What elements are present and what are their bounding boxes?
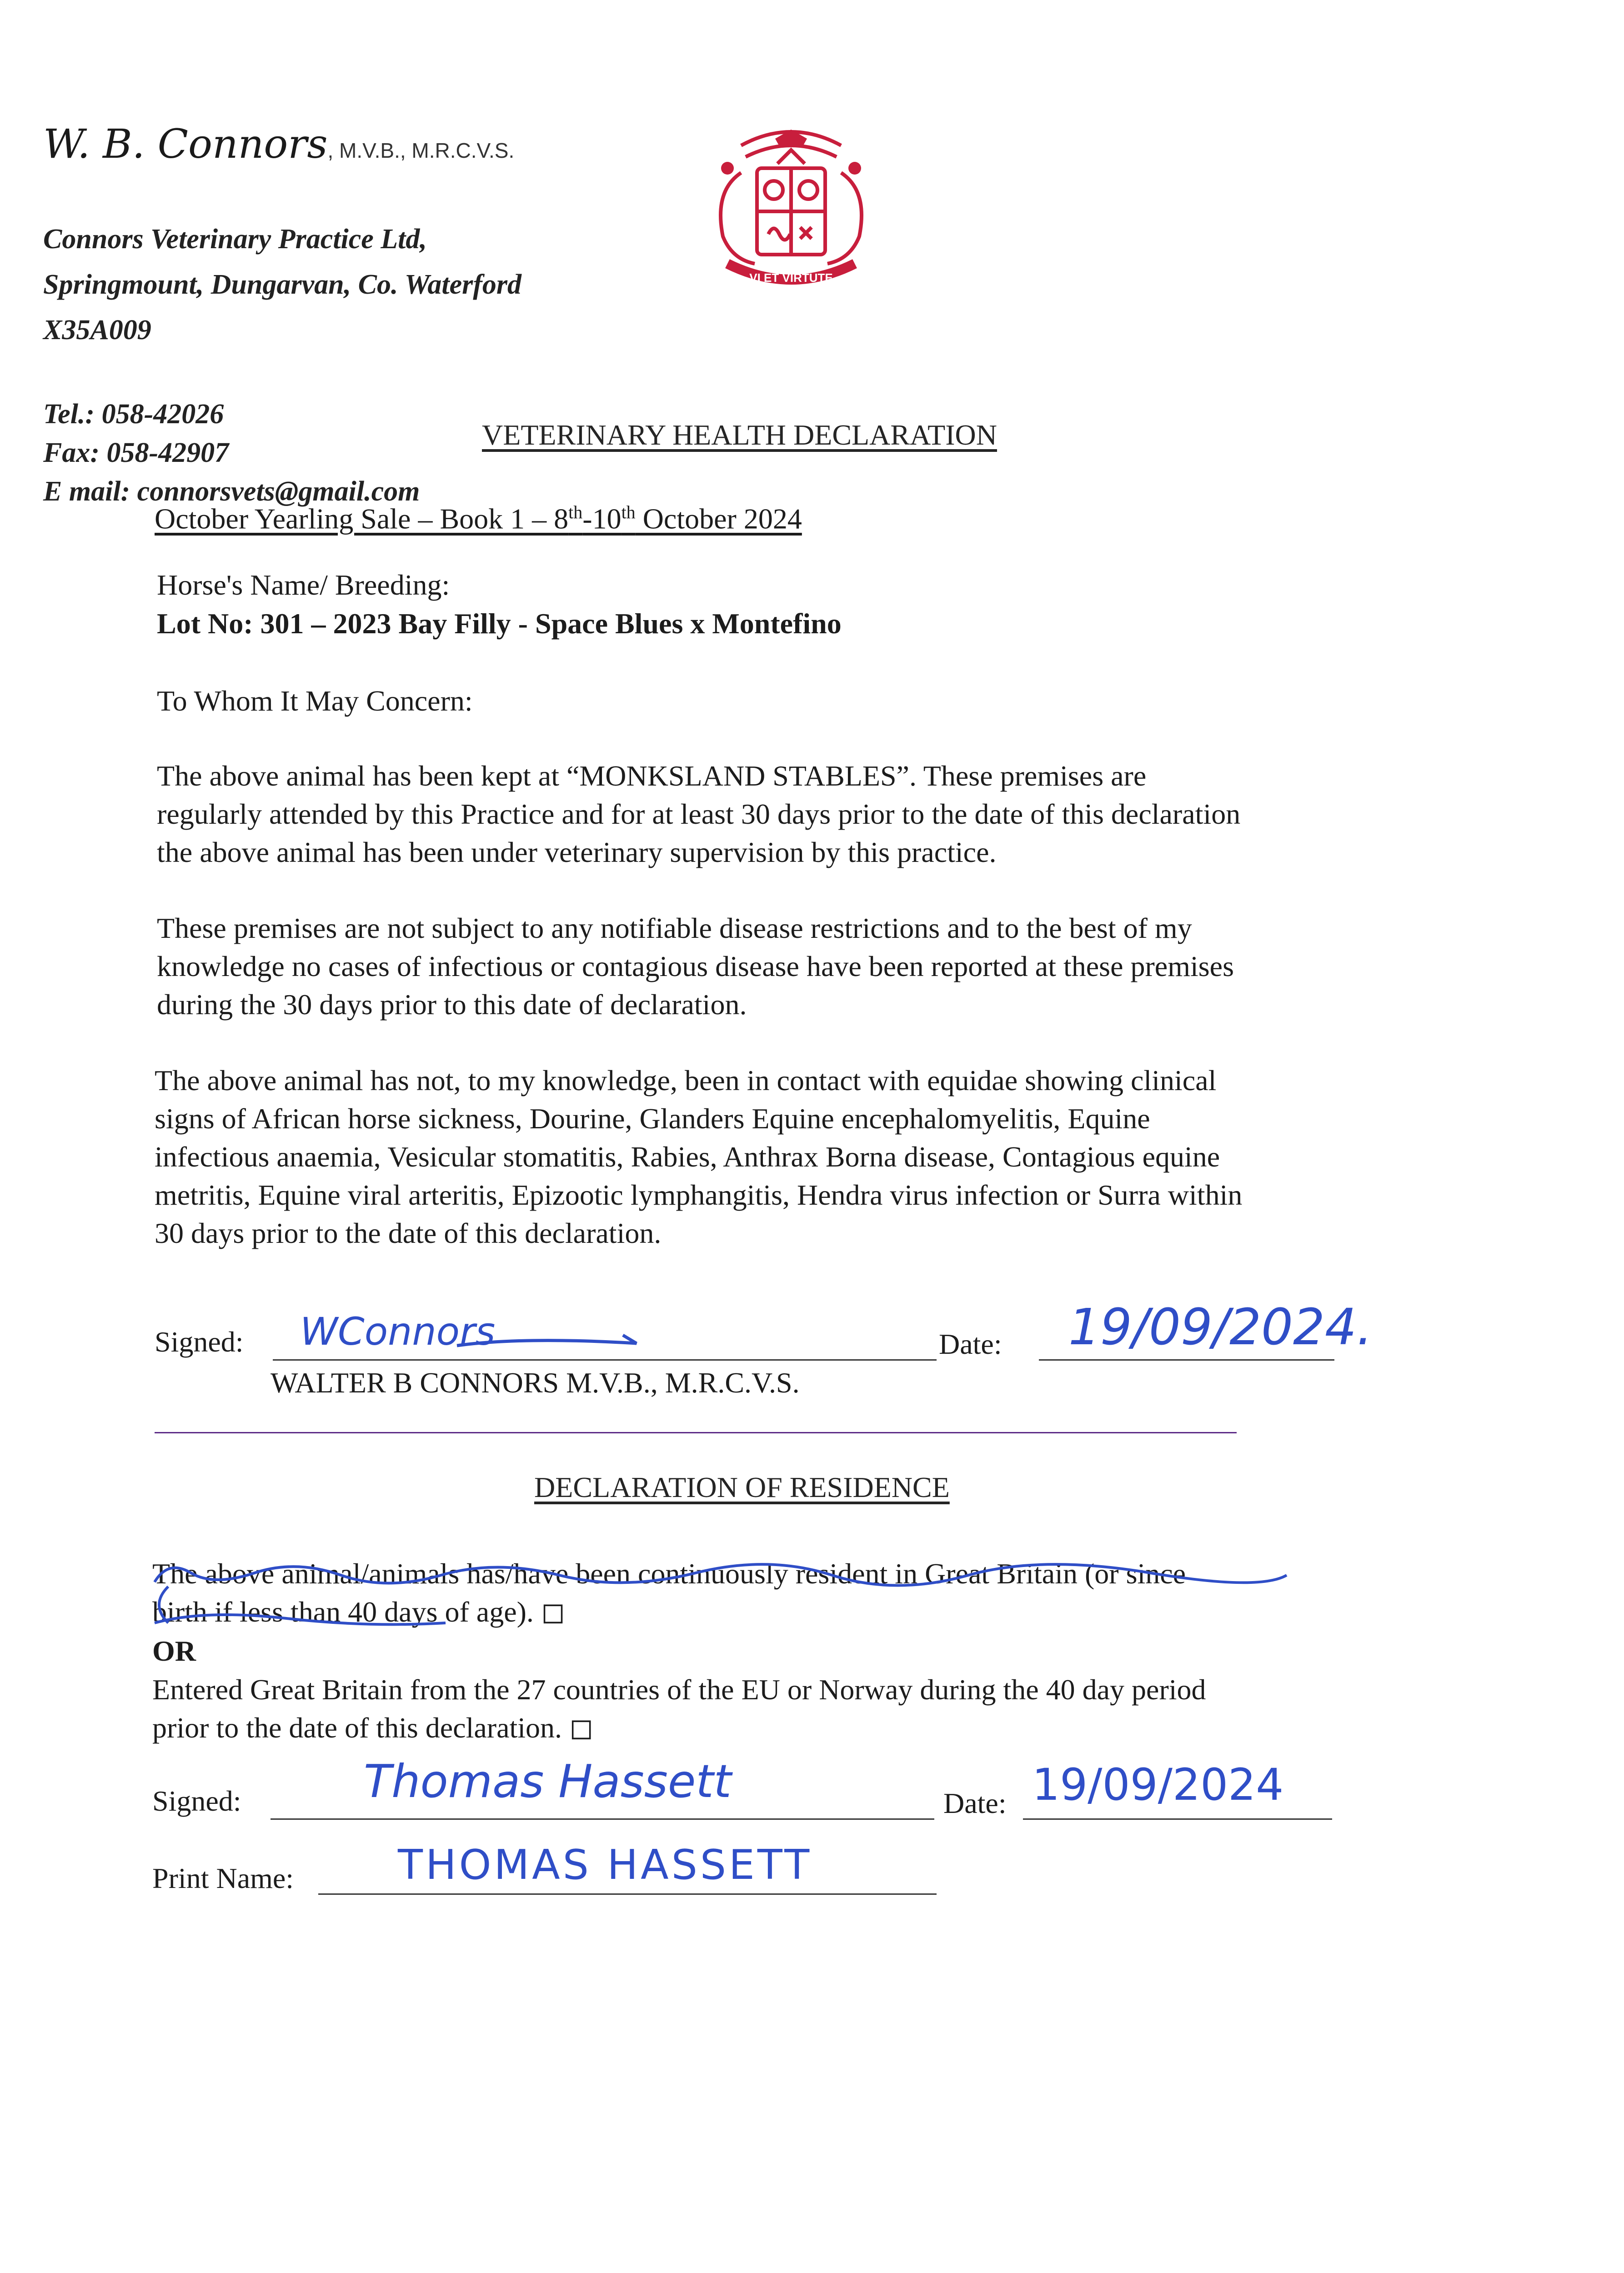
vet-signatory-name: WALTER B CONNORS M.V.B., M.R.C.V.S. bbox=[271, 1367, 800, 1399]
sale-suffix: October 2024 bbox=[635, 502, 802, 535]
paragraph-3-line: signs of African horse sickness, Dourine, Glanders Equine encephalomyelitis, Equine bbox=[155, 1102, 1150, 1135]
section-divider bbox=[155, 1432, 1237, 1433]
sale-prefix: October Yearling Sale – Book 1 – 8 bbox=[155, 502, 569, 535]
health-declaration-title: VETERINARY HEALTH DECLARATION bbox=[482, 419, 997, 451]
lot-line: Lot No: 301 – 2023 Bay Filly - Space Blues x Montefino bbox=[157, 607, 842, 640]
vet-date-label: Date: bbox=[939, 1328, 1002, 1360]
practice-fax: Fax: 058-42907 bbox=[43, 437, 229, 468]
owner-date-line bbox=[1023, 1818, 1332, 1820]
owner-signature-line bbox=[271, 1818, 934, 1820]
paragraph-2-line: knowledge no cases of infectious or contagious disease have been reported at these premises bbox=[157, 950, 1234, 982]
sale-sup-1: th bbox=[568, 502, 583, 522]
horse-label: Horse's Name/ Breeding: bbox=[157, 569, 450, 601]
residence-option-2-line: Entered Great Britain from the 27 countries of the EU or Norway during the 40 day period bbox=[152, 1673, 1206, 1706]
vet-date-line bbox=[1039, 1359, 1334, 1361]
crest-motto: VI ET VIRTUTE bbox=[749, 271, 833, 285]
residence-option-1-line: The above animal/animals has/have been continuously resident in Great Britain (or since bbox=[152, 1557, 1186, 1590]
residence-option-1-line: birth if less than 40 days of age). ◻ bbox=[152, 1596, 566, 1628]
paragraph-3 bbox=[155, 1061, 1242, 1252]
practice-email: E mail: connorsvets@gmail.com bbox=[43, 476, 420, 507]
paragraph-3-line: 30 days prior to the date of this declaration. bbox=[155, 1217, 662, 1249]
paragraph-1-line: regularly attended by this Practice and for at least 30 days prior to the date of this declaration bbox=[157, 798, 1241, 830]
residence-declaration-title: DECLARATION OF RESIDENCE bbox=[534, 1471, 950, 1503]
paragraph-3-line: metritis, Equine viral arteritis, Epizootic lymphangitis, Hendra virus infection or Surra within bbox=[155, 1179, 1243, 1211]
print-name-line bbox=[318, 1893, 937, 1895]
vet-signature-line bbox=[273, 1359, 937, 1361]
paragraph-2-line: These premises are not subject to any notifiable disease restrictions and to the best of my bbox=[157, 912, 1192, 944]
vet-name-line bbox=[43, 120, 514, 167]
paragraph-3-line: infectious anaemia, Vesicular stomatitis, Rabies, Anthrax Borna disease, Contagious equine bbox=[155, 1141, 1220, 1173]
residence-option-1-strikethrough bbox=[150, 1555, 1332, 1637]
owner-signature: Thomas Hassett bbox=[364, 1755, 732, 1808]
vet-signature: WConnors bbox=[300, 1309, 496, 1354]
print-name-value: THOMAS HASSETT bbox=[398, 1841, 812, 1889]
sale-sup-2: th bbox=[621, 502, 636, 522]
practice-tel: Tel.: 058-42026 bbox=[43, 399, 224, 430]
paragraph-2 bbox=[157, 909, 1234, 1024]
residence-option-2 bbox=[152, 1671, 1206, 1747]
paragraph-3-line: The above animal has not, to my knowledge, been in contact with equidae showing clinical bbox=[155, 1064, 1217, 1096]
sale-line bbox=[155, 493, 802, 538]
practice-name: Connors Veterinary Practice Ltd, bbox=[43, 224, 427, 255]
paragraph-1 bbox=[157, 757, 1240, 871]
practice-address: Springmount, Dungarvan, Co. Waterford bbox=[43, 269, 522, 300]
owner-date-value: 19/09/2024 bbox=[1032, 1759, 1284, 1810]
or-label: OR bbox=[152, 1635, 196, 1667]
paragraph-1-line: The above animal has been kept at “MONKSLAND STABLES”. These premises are bbox=[157, 760, 1147, 792]
vet-signature-flourish bbox=[455, 1327, 646, 1355]
paragraph-1-line: the above animal has been under veterinary supervision by this practice. bbox=[157, 836, 997, 868]
vet-name: W. B. Connors bbox=[43, 120, 328, 167]
sale-mid: -10 bbox=[582, 502, 622, 535]
vet-qualifications: , M.V.B., M.R.C.V.S. bbox=[327, 139, 515, 162]
salutation: To Whom It May Concern: bbox=[157, 685, 473, 717]
owner-signed-label: Signed: bbox=[152, 1785, 241, 1817]
print-name-label: Print Name: bbox=[152, 1862, 294, 1894]
vet-date-value: 19/09/2024. bbox=[1068, 1298, 1373, 1356]
paragraph-2-line: during the 30 days prior to this date of declaration. bbox=[157, 988, 747, 1021]
residence-option-2-line: prior to the date of this declaration. ◻ bbox=[152, 1712, 594, 1744]
practice-eircode: X35A009 bbox=[43, 315, 151, 345]
owner-date-label: Date: bbox=[943, 1787, 1007, 1819]
practice-crest bbox=[673, 114, 909, 305]
vet-signed-label: Signed: bbox=[155, 1326, 244, 1358]
